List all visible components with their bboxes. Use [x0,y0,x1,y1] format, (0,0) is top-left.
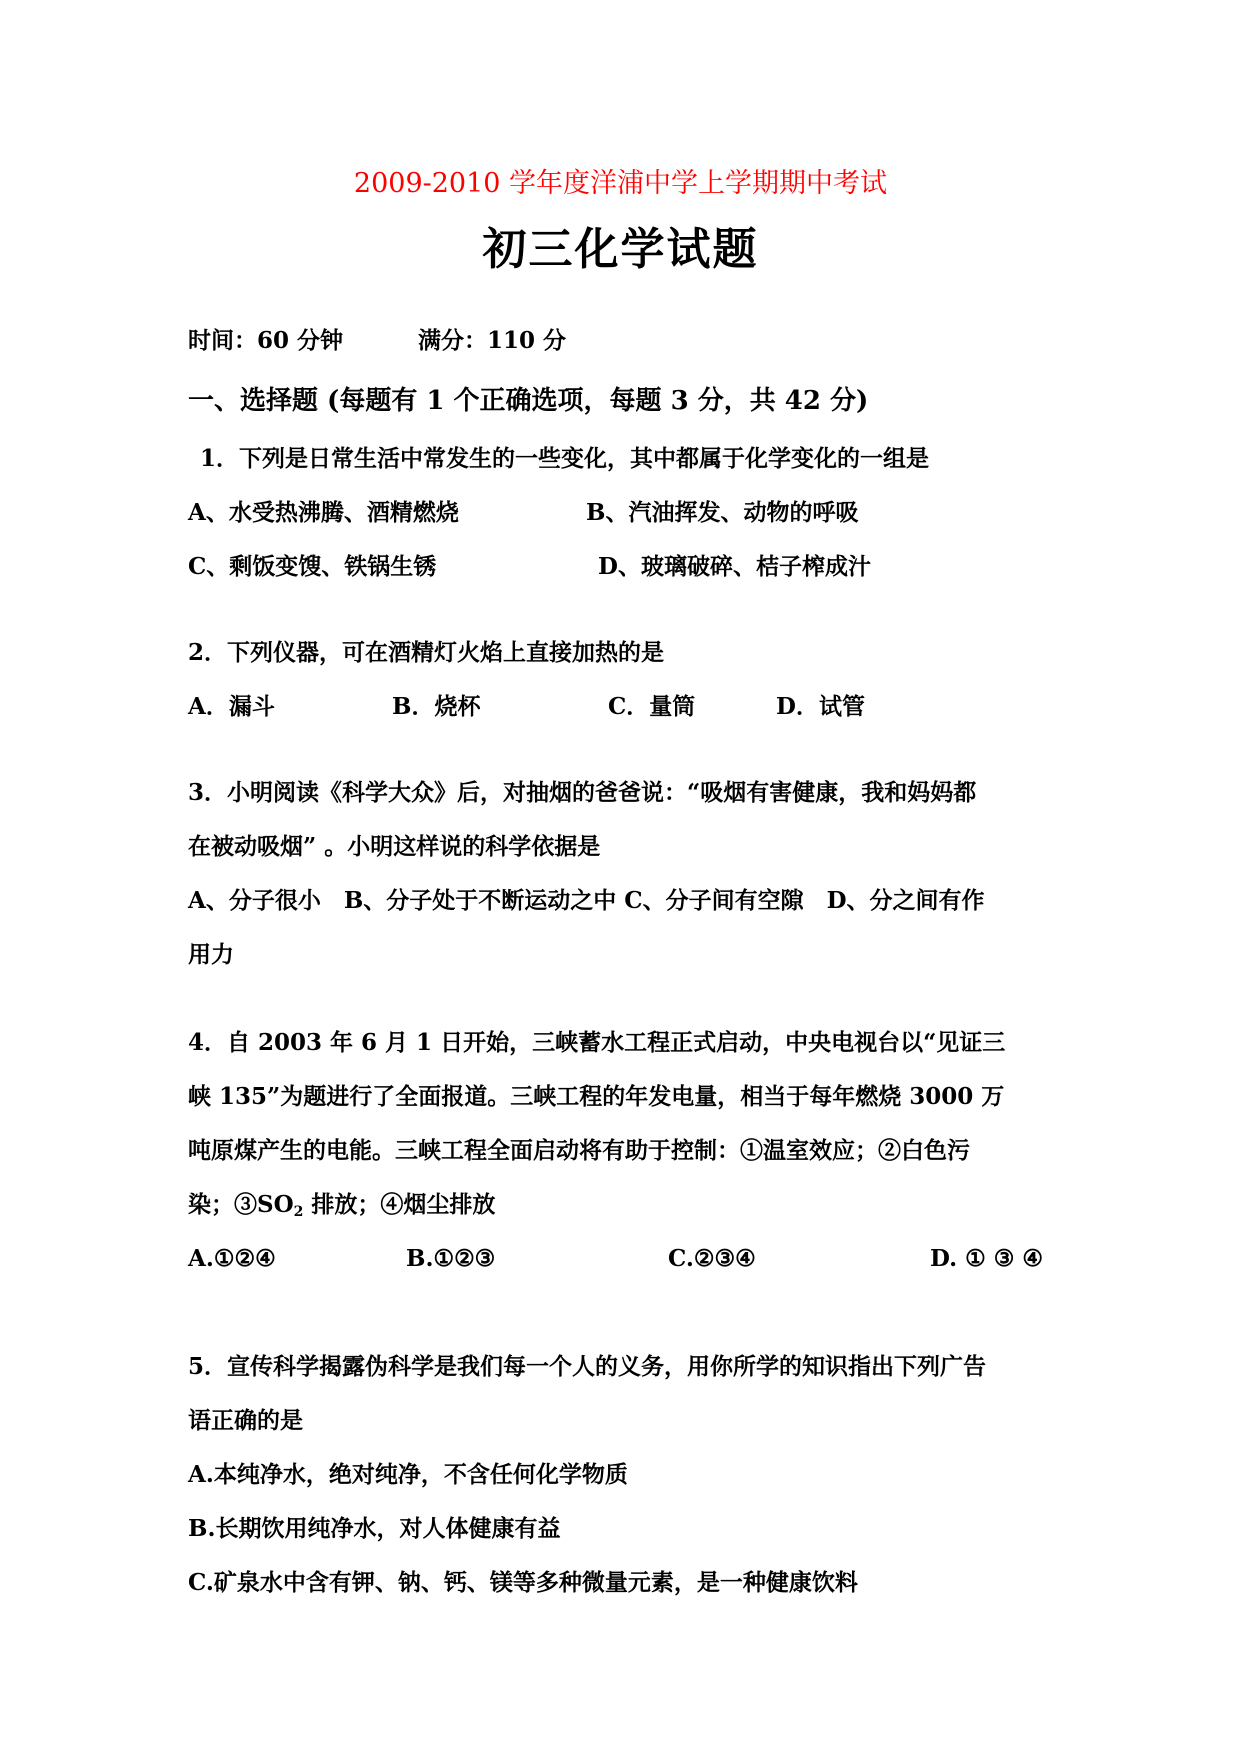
q2-stem: 2．下列仪器，可在酒精灯火焰上直接加热的是 [188,639,665,666]
q3-options-line2: 用力 [188,941,234,968]
q2-option-c: C．量筒 [608,693,696,720]
exam-title: 初三化学试题 [482,224,759,275]
q2-option-a: A．漏斗 [188,693,275,720]
section-heading: 一、选择题 (每题有 1 个正确选项，每题 3 分，共 42 分) [188,386,869,416]
q1-option-d: D、玻璃破碎、桔子榨成汁 [598,553,871,580]
q5-stem-line2: 语正确的是 [188,1407,303,1434]
q4-stem-line4-post: 排放；④烟尘排放 [303,1191,496,1218]
q4-stem-line1: 4．自 2003 年 6 月 1 日开始，三峡蓄水工程正式启动，中央电视台以“见证三 [188,1029,1006,1056]
q1-option-a: A、水受热沸腾、酒精燃烧 [188,499,459,526]
exam-subtitle: 2009-2010 学年度洋浦中学上学期期中考试 [353,168,888,199]
q1-option-b: B、汽油挥发、动物的呼吸 [586,499,859,526]
q5-option-b: B.长期饮用纯净水，对人体健康有益 [188,1515,561,1542]
q3-options-line1: A、分子很小 B、分子处于不断运动之中 C、分子间有空隙 D、分之间有作 [188,887,985,914]
q3-stem-line1: 3．小明阅读《科学大众》后，对抽烟的爸爸说：“吸烟有害健康，我和妈妈都 [188,779,977,806]
q5-option-c: C.矿泉水中含有钾、钠、钙、镁等多种微量元素，是一种健康饮料 [188,1569,858,1596]
q4-option-b: B.①②③ [406,1245,496,1272]
q4-stem-line4-pre: 染；③SO [188,1191,294,1218]
q2-option-b: B．烧杯 [392,693,481,720]
exam-time: 时间：60 分钟 [188,327,344,354]
q4-stem-line2: 峡 135”为题进行了全面报道。三峡工程的年发电量，相当于每年燃烧 3000 万 [188,1083,1005,1110]
q4-option-d: D. ① ③ ④ [930,1245,1044,1272]
q1-stem: 1．下列是日常生活中常发生的一些变化，其中都属于化学变化的一组是 [200,445,930,472]
q4-option-c: C.②③④ [668,1245,756,1272]
exam-full-score: 满分：110 分 [418,327,567,354]
q4-stem-line3: 吨原煤产生的电能。三峡工程全面启动将有助于控制：①温室效应；②白色污 [188,1137,970,1164]
q4-so2-subscript: 2 [293,1204,304,1220]
q5-stem-line1: 5．宣传科学揭露伪科学是我们每一个人的义务，用你所学的知识指出下列广告 [188,1353,987,1380]
q5-option-a: A.本纯净水，绝对纯净，不含任何化学物质 [188,1461,628,1488]
q4-option-a: A.①②④ [188,1245,276,1272]
q1-option-c: C、剩饭变馊、铁锅生锈 [188,553,437,580]
q2-option-d: D．试管 [776,693,865,720]
q4-stem-line4 [188,1190,495,1220]
q3-stem-line2: 在被动吸烟” 。小明这样说的科学依据是 [188,833,601,860]
